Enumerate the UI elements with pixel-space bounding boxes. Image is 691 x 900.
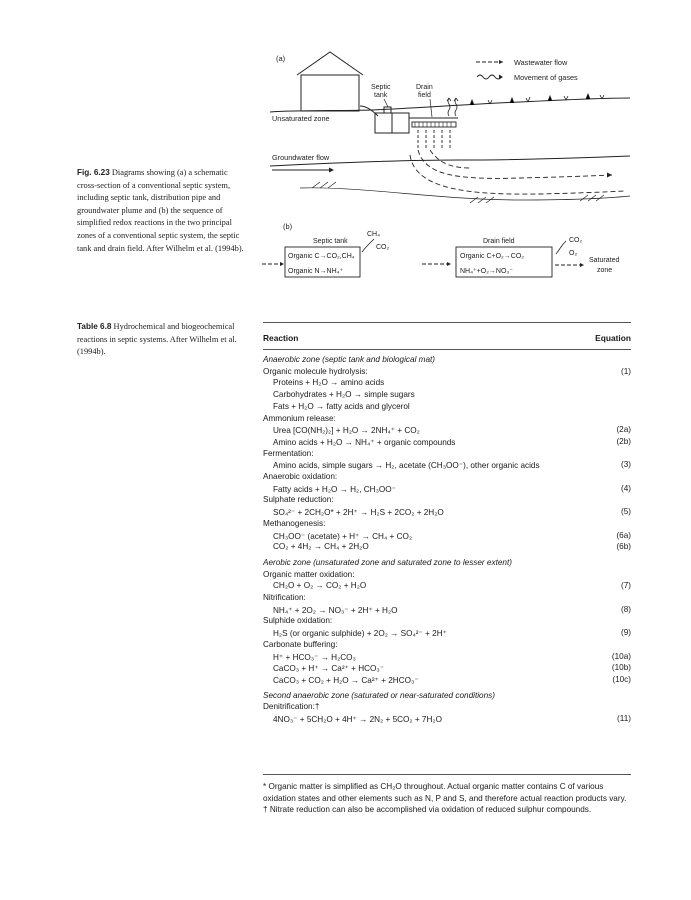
reaction-heading: Carbonate buffering:	[263, 639, 338, 649]
footnotes	[263, 781, 635, 816]
panel-b-gas-right-icon	[556, 241, 566, 254]
footnote-dagger: † Nitrate reduction can also be accomplished via oxidation of reduced sulphur compounds.	[263, 805, 592, 815]
reaction-heading: Sulphide oxidation:	[263, 616, 333, 626]
septic-tank-label-2: tank	[374, 92, 388, 99]
table-row	[263, 675, 631, 686]
reaction-formula: Fatty acids + H₂O → H₂, CH₃OO⁻	[273, 484, 396, 494]
table-row	[263, 702, 631, 713]
table-row	[263, 414, 631, 425]
panel-b-drain-line2: NH₄⁺+O₂→NO₃⁻	[460, 268, 513, 275]
reaction-formula: CaCO₃ + H⁺ → Ca²⁺ + HCO₃⁻	[273, 664, 385, 674]
reaction-heading: Organic molecule hydrolysis:	[263, 366, 368, 376]
groundwater-arrowhead	[329, 168, 334, 173]
reaction-formula: Fats + H₂O → fatty acids and glycerol	[273, 401, 410, 411]
panel-b-saturated-1: Saturated	[589, 257, 620, 264]
panel-b-co2-left: CO₂	[376, 244, 390, 251]
panel-b-septic-line2: Organic N→NH₄⁺	[288, 268, 344, 275]
equation-number: (5)	[620, 507, 631, 517]
reaction-heading: Denitrification:†	[263, 702, 320, 712]
figure-caption	[77, 167, 245, 255]
panel-b-o2: O₂	[569, 250, 578, 257]
legend-wastewater-label: Wastewater flow	[514, 58, 568, 67]
equation-number: (8)	[620, 604, 631, 614]
legend	[476, 58, 578, 82]
panel-b-out-arrowhead	[580, 263, 584, 267]
table-section-row	[263, 691, 631, 702]
drain-field-label-2: field	[418, 92, 431, 99]
table-row	[263, 616, 631, 627]
reaction-formula: Urea [CO(NH₂)₂] + H₂O → 2NH₄⁺ + CO₂	[273, 426, 420, 436]
panel-b-saturated-2: zone	[597, 267, 613, 274]
reaction-heading: Methanogenesis:	[263, 518, 326, 528]
reaction-formula: CaCO₃ + CO₂ + H₂O → Ca²⁺ + 2HCO₃⁻	[273, 675, 419, 685]
equation-number: (3)	[620, 460, 631, 470]
panel-b-ch4: CH₄	[367, 231, 380, 238]
reaction-formula: H⁺ + HCO₃⁻ → H₂CO₃	[273, 652, 356, 662]
drain-field-icon	[409, 118, 458, 127]
table-top-rule	[263, 322, 631, 323]
panel-b-gas-left-icon	[362, 239, 374, 252]
legend-arrowhead	[499, 60, 503, 64]
septic-tank-label-1: Septic	[371, 84, 391, 91]
footnote-star: * Organic matter is simplified as CH₂O throughout. Actual organic matter contains C of various oxidation states and other elements such as N, P and S, and therefore actual reaction products vary.	[263, 782, 627, 803]
legend-wavy-line	[477, 75, 501, 79]
panel-b-co2-right: CO₂	[569, 237, 583, 244]
panel-b-label: (b)	[283, 222, 293, 231]
table-caption-text: Hydrochemical and biogeochemical reactions in septic systems. After Wilhelm et al. (1994b).	[77, 322, 237, 357]
plume-lines	[410, 150, 625, 194]
table-section-row	[263, 558, 631, 569]
header-reaction: Reaction	[263, 333, 299, 343]
table-row	[263, 652, 631, 663]
panel-b-septic-title: Septic tank	[313, 238, 348, 245]
table-row	[263, 378, 631, 389]
equation-number: (6a)	[616, 530, 631, 540]
reaction-formula: H₂S (or organic sulphide) + 2O₂ → SO₄²⁻ + 2H⁺	[273, 629, 447, 639]
table-row	[263, 449, 631, 460]
panel-b-drain-line1: Organic C+O₂→CO₂	[460, 253, 524, 260]
table-row	[263, 714, 631, 725]
table-row	[263, 581, 631, 592]
drain-field-label-1: Drain	[416, 84, 433, 91]
legend-wavy-arrowhead	[499, 75, 503, 80]
reaction-formula: CH₃OO⁻ (acetate) + H⁺ → CH₄ + CO₂	[273, 531, 413, 541]
equation-number: (2b)	[616, 436, 631, 446]
groundwater-flow-label: Groundwater flow	[272, 153, 330, 162]
table-header-rule	[263, 349, 631, 350]
reaction-formula: Carbohydrates + H₂O → simple sugars	[273, 390, 415, 400]
table-row	[263, 570, 631, 581]
equation-number: (1)	[620, 366, 631, 376]
reaction-heading: Fermentation:	[263, 448, 314, 458]
equation-number: (4)	[620, 483, 631, 493]
reaction-formula: CH₂O + O₂ → CO₂ + H₂O	[273, 581, 367, 591]
table-row	[263, 663, 631, 674]
reaction-heading: Nitrification:	[263, 593, 306, 602]
reaction-formula: Amino acids, simple sugars → H₂, acetate (CH₃OO⁻), other organic acids	[273, 461, 540, 471]
equation-number: (6b)	[616, 542, 631, 552]
figure-caption-text: Diagrams showing (a) a schematic cross-section of a conventional septic system, including septic tank, distribution pipe and groundwater plume and (b) the sequence of simplified redox reactions in the two principal zones of a conventional septic system, the septic tank and drain field. After Wilhelm et al. (1994b).	[77, 168, 244, 253]
reaction-formula: 4NO₃⁻ + 5CH₂O + 4H⁺ → 2N₂ + 5CO₂ + 7H₂O	[273, 715, 442, 724]
reaction-formula: NH₄⁺ + 2O₂ → NO₃⁻ + 2H⁺ + H₂O	[273, 605, 398, 615]
panel-a-label: (a)	[276, 54, 286, 63]
table-header-row	[263, 333, 631, 344]
equation-number: (10c)	[612, 674, 631, 684]
reaction-heading: Sulphate reduction:	[263, 495, 334, 505]
table-row	[263, 437, 631, 448]
table-row	[263, 367, 631, 378]
drain-field-leader	[430, 99, 432, 117]
table-row	[263, 605, 631, 616]
section-title: Second anaerobic zone (saturated or near-saturated conditions)	[263, 690, 495, 700]
equation-number: (2a)	[616, 425, 631, 435]
equation-number: (10b)	[611, 663, 631, 673]
table-row	[263, 425, 631, 436]
equation-number: (10a)	[611, 651, 631, 661]
equation-number: (11)	[617, 714, 631, 723]
table-caption	[77, 321, 245, 359]
table-row	[263, 531, 631, 542]
panel-b-inflow-arrowhead	[280, 262, 284, 266]
reaction-formula: Proteins + H₂O → amino acids	[273, 378, 385, 388]
table-caption-label: Table 6.8	[77, 322, 112, 331]
table-bottom-rule	[263, 774, 631, 775]
reaction-heading: Anaerobic oxidation:	[263, 472, 338, 481]
table-row	[263, 390, 631, 401]
table-row	[263, 628, 631, 639]
seepage-arrows	[418, 130, 450, 148]
table-row	[263, 460, 631, 471]
septic-tank-leader	[384, 99, 388, 107]
header-equation: Equation	[595, 333, 631, 343]
plume-arrowhead	[607, 173, 612, 178]
equation-number: (9)	[620, 628, 631, 638]
gas-arrows-icon	[447, 98, 458, 116]
section-title: Anaerobic zone (septic tank and biological mat)	[263, 355, 436, 364]
panel-b-septic-line1: Organic C→CO₂,CH₄	[288, 253, 355, 260]
table-row	[263, 519, 631, 530]
reaction-formula: CO₂ + 4H₂ → CH₄ + 2H₂O	[273, 542, 369, 552]
table-row	[263, 484, 631, 495]
table-row	[263, 640, 631, 651]
figure-caption-label: Fig. 6.23	[77, 168, 110, 177]
table-row	[263, 542, 631, 553]
reaction-heading: Organic matter oxidation:	[263, 569, 355, 579]
table-section-row	[263, 355, 631, 366]
section-title: Aerobic zone (unsaturated zone and saturated zone to lesser extent)	[263, 557, 512, 567]
legend-gases-label: Movement of gases	[514, 73, 578, 82]
reaction-heading: Ammonium release:	[263, 413, 336, 423]
table-row	[263, 495, 631, 506]
equation-number: (7)	[620, 581, 631, 591]
panel-b-mid-arrowhead	[447, 262, 451, 266]
unsaturated-zone-label: Unsaturated zone	[272, 114, 330, 123]
reaction-formula: SO₄²⁻ + 2CH₂O* + 2H⁺ → H₂S + 2CO₂ + 2H₂O	[273, 508, 444, 518]
table-row	[263, 593, 631, 604]
table-row	[263, 472, 631, 483]
table-row	[263, 507, 631, 518]
table-row	[263, 402, 631, 413]
house-icon	[297, 52, 363, 111]
panel-b-drain-title: Drain field	[483, 238, 515, 245]
reaction-formula: Amino acids + H₂O → NH₄⁺ + organic compounds	[273, 437, 456, 447]
